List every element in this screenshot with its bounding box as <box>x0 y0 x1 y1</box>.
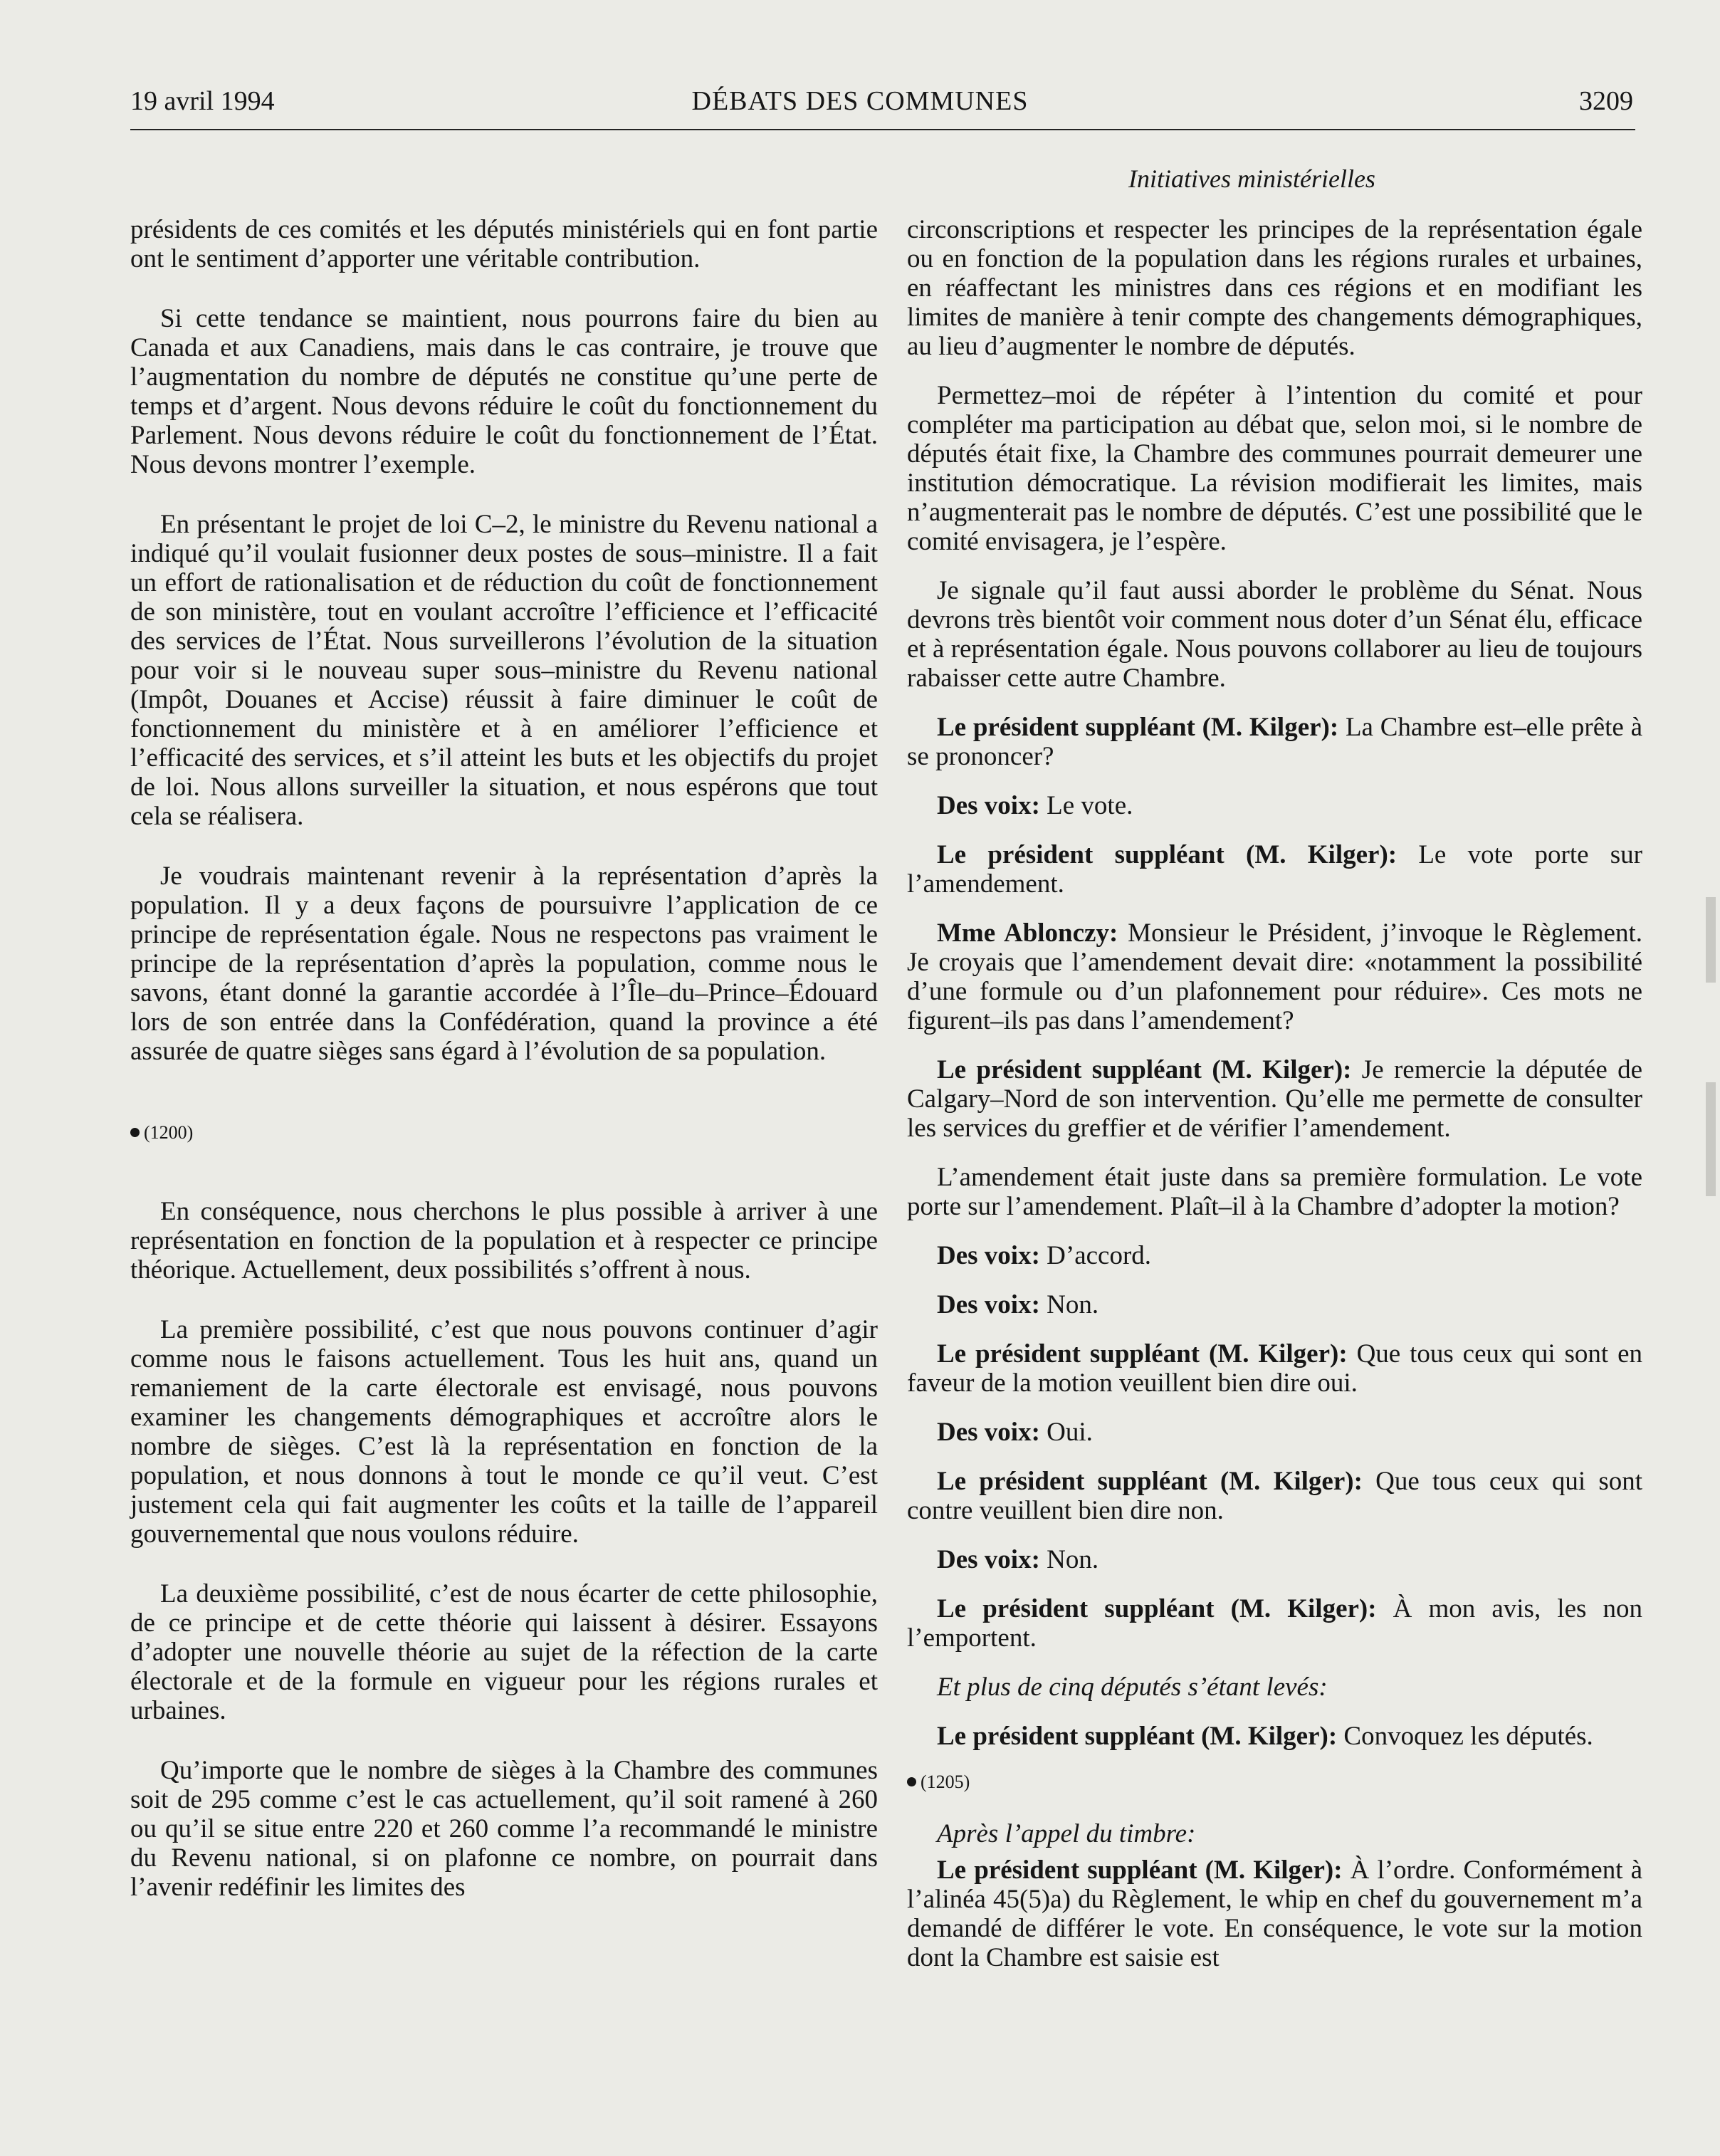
paragraph: Je voudrais maintenant revenir à la représentation d’après la population. Il y a deux façons de poursuivre l’application de ce principe de représentation égale. Nous ne respectons pas vraiment le principe de la représentation d’après la population, comme nous le savons, étant donné la garantie accordée à l’Île–du–Prince–Édouard lors de son entrée dans la Confédération, quand la province a été assurée de quatre sièges sans égard à l’évolution de sa population. <box>130 862 878 1066</box>
paragraph: présidents de ces comités et les députés ministériels qui en font partie ont le sentiment d’apporter une véritable contribution. <box>130 215 878 273</box>
right-column <box>907 215 1642 1992</box>
speech <box>907 1467 1642 1525</box>
paragraph: Si cette tendance se maintient, nous pourrons faire du bien au Canada et aux Canadiens, mais dans le cas contraire, je trouve que l’augmentation du nombre de députés ne constitue qu’une perte de temps et d’argent. Nous devons réduire le coût du fonctionnement du Parlement. Nous devons réduire le coût du fonctionnement de l’État. Nous devons montrer l’exemple. <box>130 304 878 479</box>
paragraph: circonscriptions et respecter les principes de la représentation égale ou en fonction de la population dans les régions rurales et urbaines, en réaffectant les ministres dans ces régions et en modifiant les limites de manière à tenir compte des changements démographiques, au lieu d’augmenter le nombre de députés. <box>907 215 1642 361</box>
speaker-name: Le président suppléant (M. Kilger): <box>937 1594 1377 1623</box>
paragraph: Je signale qu’il faut aussi aborder le problème du Sénat. Nous devrons très bientôt voir comment nous doter d’un Sénat élu, efficace et à représentation égale. Nous pouvons collaborer au lieu de toujours rabaisser cette autre Chambre. <box>907 576 1642 693</box>
speech-text: À l’ordre. Conformément à l’alinéa 45(5)a) du Règlement, le whip en chef du gouvernement m’a demandé de différer le vote. En conséquence, le vote sur la motion dont la Chambre est saisie est <box>907 1856 1642 1972</box>
paragraph: L’amendement était juste dans sa première formulation. Le vote porte sur l’amendement. Plaît–il à la Chambre d’adopter la motion? <box>907 1163 1642 1221</box>
time-marker-label: (1200) <box>144 1122 194 1143</box>
speech <box>907 1241 1642 1270</box>
speech <box>907 1856 1642 1972</box>
paragraph: La première possibilité, c’est que nous pouvons continuer d’agir comme nous le faisons actuellement. Tous les huit ans, quand un remaniement de la carte électorale est envisagé, nous pouvons examiner les changements démographiques et accroître alors le nombre de sièges. C’est là la représentation en fonction de la population, et nous donnons à tout le monde ce qu’il veut. C’est justement cela qui fait augmenter les coûts et la taille de l’appareil gouvernemental que nous voulons réduire. <box>130 1315 878 1549</box>
paragraph: Permettez–moi de répéter à l’intention du comité et pour compléter ma participation au débat que, selon moi, si le nombre de députés était fixe, la Chambre des communes pourrait demeurer une institution démocratique. La révision modifierait les limites, mais n’augmenterait pas le nombre de députés. C’est une possibilité que le comité envisagera, je l’espère. <box>907 381 1642 556</box>
header-rule <box>130 129 1635 130</box>
speech <box>907 919 1642 1035</box>
time-marker <box>907 1771 1642 1794</box>
speaker-name: Des voix: <box>937 1545 1040 1574</box>
speech-text: Monsieur le Président, j’invoque le Règlement. Je croyais que l’amendement devait dire: «notamment la possibilité d’une formule ou d’un plafonnement pour réduire». Ces mots ne figurent–ils pas dans l’amendement? <box>907 919 1642 1035</box>
speech-text: Que tous ceux qui sont contre veuillent bien dire non. <box>907 1467 1643 1525</box>
speaker-name: Le président suppléant (M. Kilger): <box>937 1467 1363 1496</box>
speech <box>907 1055 1642 1143</box>
speech <box>907 713 1642 771</box>
header-date: 19 avril 1994 <box>130 86 275 116</box>
speech <box>907 791 1642 820</box>
speaker-name: Le président suppléant (M. Kilger): <box>937 1856 1343 1885</box>
speech <box>907 840 1642 899</box>
bullet-icon <box>907 1777 916 1786</box>
speech <box>907 1418 1642 1447</box>
speech-text: Que tous ceux qui sont en faveur de la motion veuillent bien dire oui. <box>907 1339 1643 1398</box>
stage-direction: Et plus de cinq députés s’étant levés: <box>937 1673 1328 1702</box>
speaker-name: Des voix: <box>937 1290 1040 1319</box>
speech-text: Convoquez les députés. <box>1337 1722 1593 1751</box>
speech <box>907 1290 1642 1319</box>
speech-text: Non. <box>1039 1545 1099 1574</box>
scan-edge-mark <box>1706 1082 1716 1196</box>
speech-text: À mon avis, les non l’emportent. <box>907 1594 1643 1653</box>
speech <box>907 1722 1642 1751</box>
paragraph: Qu’importe que le nombre de sièges à la Chambre des communes soit de 295 comme c’est le cas actuellement, qu’il soit ramené à 260 ou qu’il se situe entre 220 et 260 comme l’a recommandé le ministre du Revenu national, si on plafonne ce nombre, on pourrait dans l’avenir redéfinir les limites des <box>130 1756 878 1902</box>
speaker-name: Des voix: <box>937 1418 1040 1447</box>
page-number: 3209 <box>1579 86 1633 116</box>
speech-text: La Chambre est–elle prête à se prononcer? <box>907 713 1642 771</box>
scan-edge-mark <box>1706 897 1716 983</box>
paragraph: La deuxième possibilité, c’est de nous écarter de cette philosophie, de ce principe et de cette théorie qui laissent à désirer. Essayons d’adopter une nouvelle théorie au sujet de la réfection de la carte électorale et de la formule en vigueur pour les régions rurales et urbaines. <box>130 1579 878 1725</box>
stage-direction: Après l’appel du timbre: <box>937 1819 1196 1848</box>
speaker-name: Le président suppléant (M. Kilger): <box>937 1339 1348 1369</box>
speech-text: Je remercie la députée de Calgary–Nord de son intervention. Qu’elle me permette de consulter les services du greffier et de vérifier l’amendement. <box>907 1055 1642 1143</box>
speaker-name: Le président suppléant (M. Kilger): <box>937 1722 1338 1751</box>
time-marker-label: (1205) <box>921 1772 970 1792</box>
speaker-name: Le président suppléant (M. Kilger): <box>937 840 1398 869</box>
time-marker <box>130 1121 878 1144</box>
speech <box>907 1594 1642 1653</box>
speech-text: D’accord. <box>1039 1241 1152 1270</box>
speaker-name: Le président suppléant (M. Kilger): <box>937 1055 1352 1084</box>
speech <box>907 1339 1642 1398</box>
speaker-name: Mme Ablonczy: <box>937 919 1118 948</box>
speech-text: Oui. <box>1039 1418 1093 1447</box>
speech <box>907 1545 1642 1574</box>
speech-text: Non. <box>1039 1290 1099 1319</box>
speech-text: Le vote. <box>1039 791 1133 820</box>
speech-text: Le vote porte sur l’amendement. <box>907 840 1642 899</box>
speaker-name: Le président suppléant (M. Kilger): <box>937 713 1339 742</box>
bullet-icon <box>130 1128 140 1137</box>
speaker-name: Des voix: <box>937 1241 1040 1270</box>
paragraph: En présentant le projet de loi C–2, le ministre du Revenu national a indiqué qu’il voulait fusionner deux postes de sous–ministre. Il a fait un effort de rationalisation et de réduction du coût de fonctionnement de son ministère, tout en voulant accroître l’efficience et l’efficacité des services de l’État. Nous surveillerons l’évolution de la situation pour voir si le nouveau super sous–ministre du Revenu national (Impôt, Douanes et Accise) réussit à faire diminuer le coût de fonctionnement du ministère et à en améliorer l’efficience et l’efficacité des services, et s’il atteint les buts et les objectifs du projet de loi. Nous allons surveiller la situation, et nous espérons que tout cela se réalisera. <box>130 510 878 831</box>
section-title: Initiatives ministérielles <box>1128 164 1375 193</box>
paragraph: En conséquence, nous cherchons le plus possible à arriver à une représentation en fonction de la population et à respecter ce principe théorique. Actuellement, deux possibilités s’offrent à nous. <box>130 1197 878 1284</box>
left-column <box>130 215 878 1932</box>
publication-title: DÉBATS DES COMMUNES <box>691 86 1029 116</box>
speaker-name: Des voix: <box>937 791 1040 820</box>
